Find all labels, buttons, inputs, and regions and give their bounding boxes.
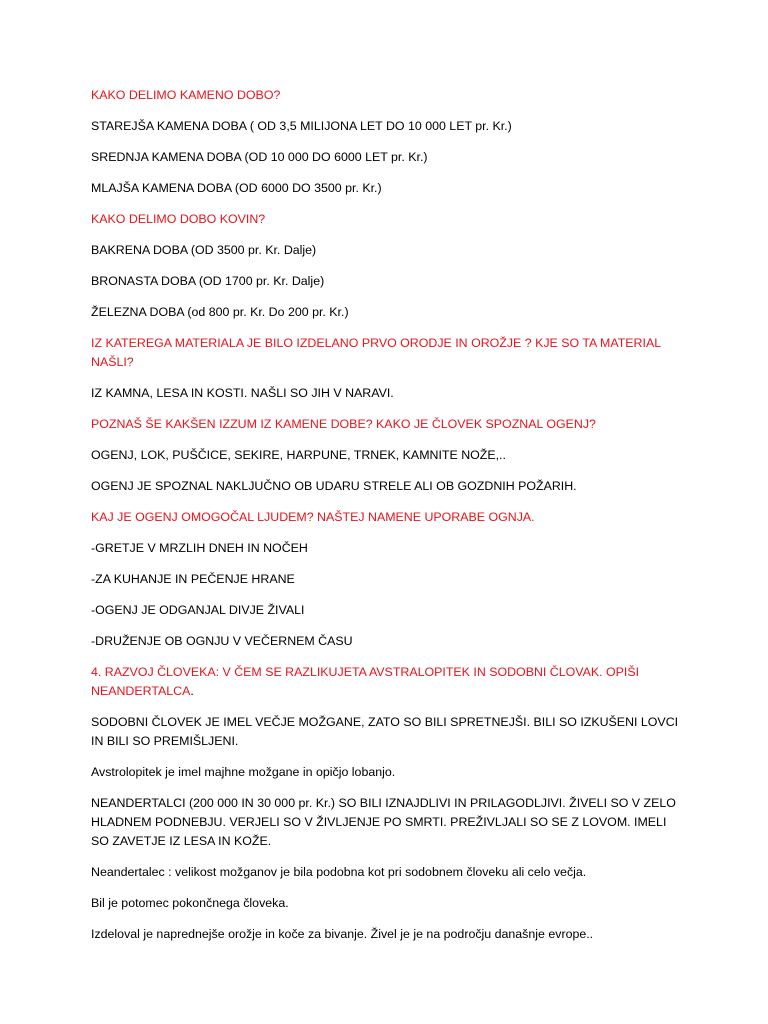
answer-text: -GRETJE V MRZLIH DNEH IN NOČEH xyxy=(91,541,308,555)
question-paragraph xyxy=(91,415,685,434)
answer-paragraph xyxy=(91,117,685,136)
question-paragraph xyxy=(91,663,685,701)
answer-text: BAKRENA DOBA (OD 3500 pr. Kr. Dalje) xyxy=(91,243,317,257)
question-paragraph xyxy=(91,86,685,105)
answer-text: Avstrolopitek je imel majhne možgane in opičjo lobanjo xyxy=(91,765,392,779)
answer-paragraph xyxy=(91,763,685,782)
answer-text: Bil je potomec pokončnega človeka. xyxy=(91,896,289,910)
answer-paragraph xyxy=(91,894,685,913)
answer-paragraph xyxy=(91,384,685,403)
question-text: KAJ JE OGENJ OMOGOČAL LJUDEM? NAŠTEJ NAMENE UPORABE OGNJA. xyxy=(91,510,535,524)
document-body xyxy=(91,86,685,956)
answer-paragraph xyxy=(91,148,685,167)
answer-text: NEANDERTALCI (200 000 IN 30 000 pr. Kr.) SO BILI IZNAJDLIVI IN PRILAGODLJIVI. ŽIVELI SO V ZELO HLADNEM PODNEBJU. VERJELI SO V ŽIVLJENJE PO SMRTI. PREŽIVLJALI SO SE Z LOVOM. IMELI SO ZAVETJE IZ LESA IN KOŽE. xyxy=(91,796,676,848)
answer-paragraph xyxy=(91,713,685,751)
answer-text: BRONASTA DOBA (OD 1700 pr. Kr. Dalje) xyxy=(91,274,325,288)
trailing-punctuation: . xyxy=(190,684,194,698)
answer-text: OGENJ JE SPOZNAL NAKLJUČNO OB UDARU STRELE ALI OB GOZDNIH POŽARIH. xyxy=(91,479,577,493)
answer-text: ŽELEZNA DOBA (od 800 pr. Kr. Do 200 pr. Kr.) xyxy=(91,305,349,319)
answer-text: -ZA KUHANJE IN PEČENJE HRANE xyxy=(91,572,295,586)
question-text: KAKO DELIMO KAMENO DOBO? xyxy=(91,88,281,102)
question-text: 4. RAZVOJ ČLOVEKA: V ČEM SE RAZLIKUJETA AVSTRALOPITEK IN SODOBNI ČLOVAK. OPIŠI NEANDERTALCA xyxy=(91,665,640,698)
answer-text: OGENJ, LOK, PUŠČICE, SEKIRE, HARPUNE, TRNEK, KAMNITE NOŽE,.. xyxy=(91,448,506,462)
answer-paragraph xyxy=(91,863,685,882)
answer-paragraph xyxy=(91,601,685,620)
answer-paragraph xyxy=(91,570,685,589)
question-paragraph xyxy=(91,508,685,527)
answer-paragraph xyxy=(91,241,685,260)
answer-text: SODOBNI ČLOVEK JE IMEL VEČJE MOŽGANE, ZATO SO BILI SPRETNEJŠI. BILI SO IZKUŠENI LOVCI IN BILI SO PREMIŠLJENI. xyxy=(91,715,679,748)
answer-text: Neandertalec : velikost možganov je bila podobna kot pri sodobnem človeku ali celo večja. xyxy=(91,865,587,879)
question-paragraph xyxy=(91,334,685,372)
answer-paragraph xyxy=(91,446,685,465)
answer-paragraph xyxy=(91,539,685,558)
answer-text: -DRUŽENJE OB OGNJU V VEČERNEM ČASU xyxy=(91,634,353,648)
answer-text: Izdeloval je naprednejše orožje in koče za bivanje. Živel je je na področju današnje evrope.. xyxy=(91,927,594,941)
answer-paragraph xyxy=(91,303,685,322)
question-text: KAKO DELIMO DOBO KOVIN? xyxy=(91,212,266,226)
answer-paragraph xyxy=(91,477,685,496)
trailing-punctuation: . xyxy=(391,765,396,779)
answer-text: STAREJŠA KAMENA DOBA ( OD 3,5 MILIJONA LET DO 10 000 LET pr. Kr.) xyxy=(91,119,512,133)
answer-text: MLAJŠA KAMENA DOBA (OD 6000 DO 3500 pr. Kr.) xyxy=(91,181,382,195)
question-paragraph xyxy=(91,210,685,229)
answer-paragraph xyxy=(91,272,685,291)
answer-paragraph xyxy=(91,179,685,198)
question-text: IZ KATEREGA MATERIALA JE BILO IZDELANO PRVO ORODJE IN OROŽJE ? KJE SO TA MATERIAL NAŠLI? xyxy=(91,336,661,369)
answer-paragraph xyxy=(91,794,685,851)
answer-text: SREDNJA KAMENA DOBA (OD 10 000 DO 6000 LET pr. Kr.) xyxy=(91,150,428,164)
question-text: POZNAŠ ŠE KAKŠEN IZZUM IZ KAMENE DOBE? KAKO JE ČLOVEK SPOZNAL OGENJ? xyxy=(91,417,596,431)
answer-text: IZ KAMNA, LESA IN KOSTI. NAŠLI SO JIH V NARAVI. xyxy=(91,386,394,400)
answer-paragraph xyxy=(91,632,685,651)
answer-text: -OGENJ JE ODGANJAL DIVJE ŽIVALI xyxy=(91,603,305,617)
answer-paragraph xyxy=(91,925,685,944)
